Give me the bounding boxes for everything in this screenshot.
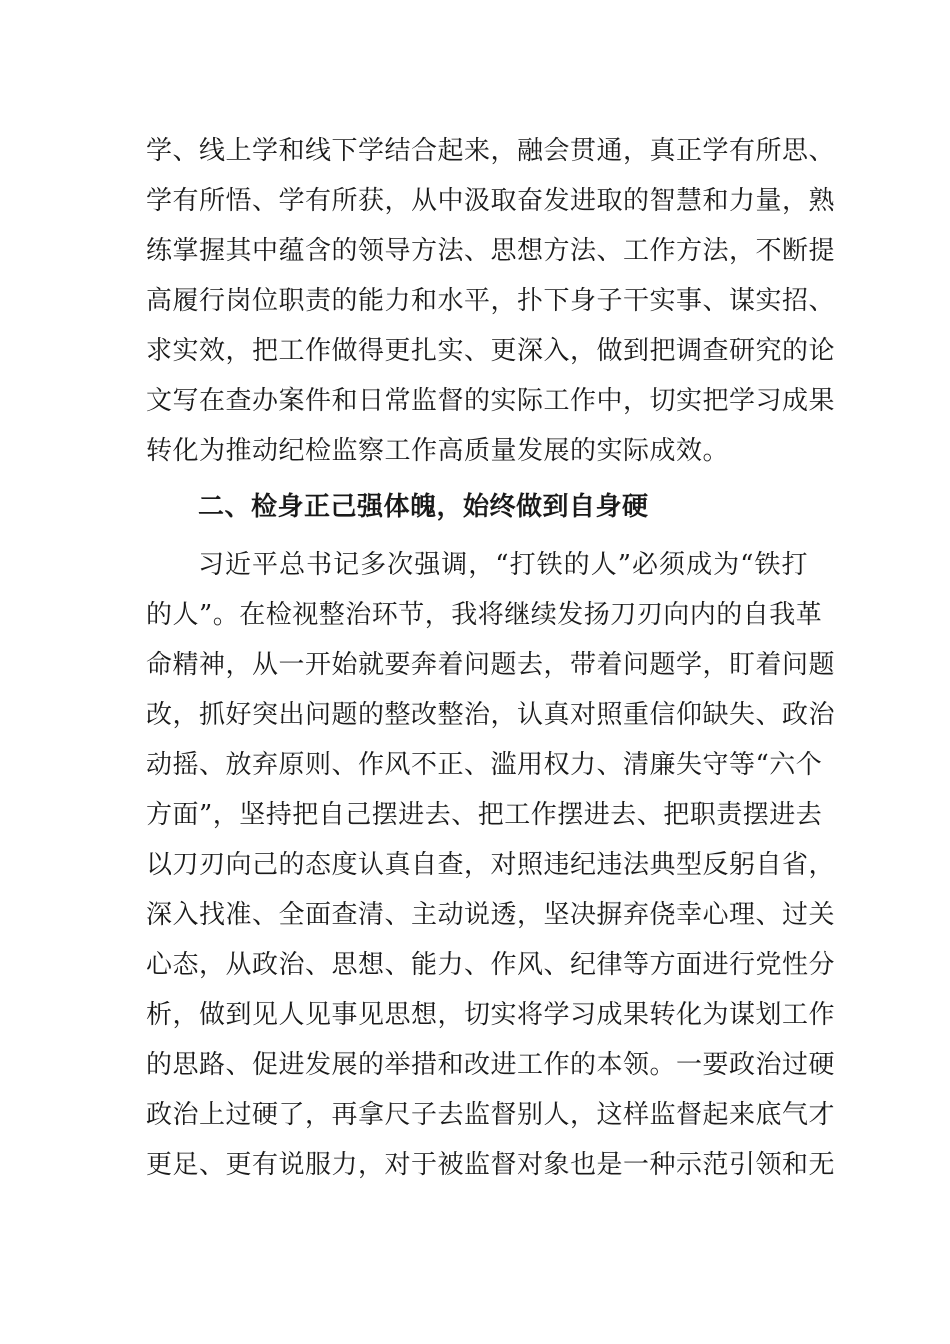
text-line: 学有所悟、学有所获，从中汲取奋发进取的智慧和力量，熟 (146, 186, 836, 216)
text-line: 析，做到见人见事见思想，切实将学习成果转化为谋划工作 (146, 1000, 836, 1030)
text-line: 文写在查办案件和日常监督的实际工作中，切实把学习成果 (146, 386, 836, 416)
text-line: 高履行岗位职责的能力和水平，扑下身子干实事、谋实招、 (146, 286, 836, 316)
text-line: 心态，从政治、思想、能力、作风、纪律等方面进行党性分 (146, 950, 836, 980)
text-line: 习近平总书记多次强调，“打铁的人”必须成为“铁打 (198, 550, 808, 580)
text-line: 求实效，把工作做得更扎实、更深入，做到把调查研究的论 (146, 336, 836, 366)
text-line: 动摇、放弃原则、作风不正、滥用权力、清廉失守等“六个 (146, 750, 823, 780)
text-line: 以刀刃向己的态度认真自查，对照违纪违法典型反躬自省， (146, 850, 836, 880)
text-line: 方面”，坚持把自己摆进去、把工作摆进去、把职责摆进去 (146, 800, 823, 830)
text-line: 更足、更有说服力，对于被监督对象也是一种示范引领和无 (146, 1150, 836, 1180)
text-line: 学、线上学和线下学结合起来，融会贯通，真正学有所思、 (146, 136, 836, 166)
text-line: 练掌握其中蕴含的领导方法、思想方法、工作方法，不断提 (146, 236, 836, 266)
text-line: 深入找准、全面查清、主动说透，坚决摒弃侥幸心理、过关 (146, 900, 836, 930)
text-line: 政治上过硬了，再拿尺子去监督别人，这样监督起来底气才 (146, 1100, 836, 1130)
text-line: 命精神，从一开始就要奔着问题去，带着问题学，盯着问题 (146, 650, 836, 680)
text-line: 改，抓好突出问题的整改整治，认真对照重信仰缺失、政治 (146, 700, 836, 730)
text-line: 的人”。在检视整治环节，我将继续发扬刀刃向内的自我革 (146, 600, 823, 630)
section-heading: 二、检身正己强体魄，始终做到自身硬 (198, 492, 649, 522)
text-line: 的思路、促进发展的举措和改进工作的本领。一要政治过硬 (146, 1050, 836, 1080)
text-line: 转化为推动纪检监察工作高质量发展的实际成效。 (146, 436, 730, 466)
